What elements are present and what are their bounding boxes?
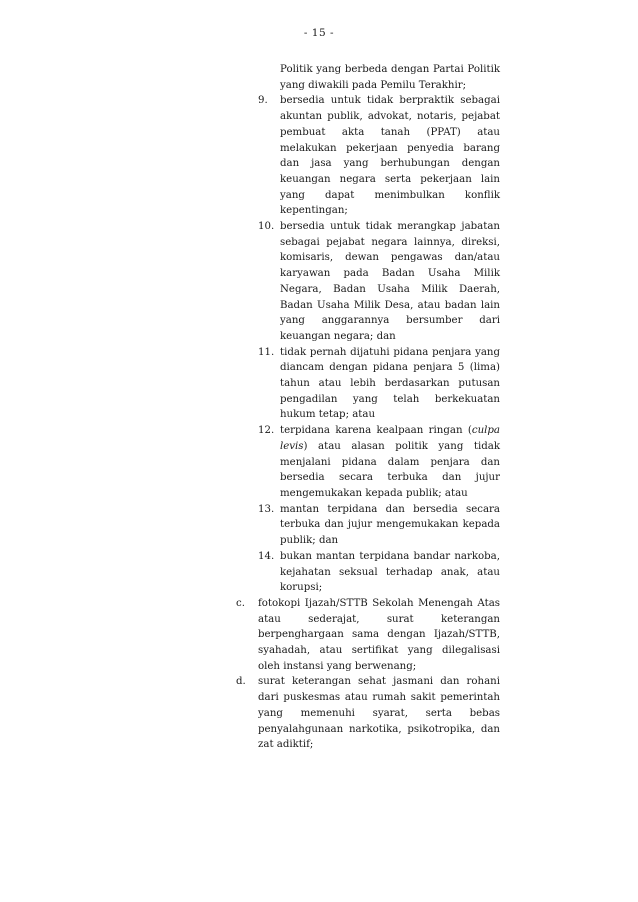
item-text-italic: culpa levis (280, 425, 500, 452)
item-text: mantan terpidana dan bersedia secara terbuka dan jujur mengemukakan kepada publik; dan (280, 503, 500, 547)
list-item-12 (258, 423, 500, 502)
list-item-11 (258, 345, 500, 424)
item-number: 10. (258, 221, 275, 233)
item-text-before: terpidana karena kealpaan ringan ( (280, 425, 472, 437)
item-text (280, 423, 500, 502)
item-number: 9. (258, 95, 268, 107)
item-text-after: ) atau alasan politik yang tidak menjalani pidana dalam penjara dan bersedia secara terbuka dan jujur mengemukakan kepada publik; atau (280, 440, 500, 499)
list-item-14 (258, 549, 500, 596)
item-letter: c. (236, 597, 245, 609)
item-number: 11. (258, 346, 275, 358)
item-text: surat keterangan sehat jasmani dan rohani dari puskesmas atau rumah sakit pemerintah yang memenuhi syarat, serta bebas penyalahgunaan narkotika, psikotropika, dan zat adiktif; (258, 676, 500, 751)
item-text: bersedia untuk tidak berpraktik sebagai akuntan publik, advokat, notaris, pejabat pembuat akta tanah (PPAT) atau melakukan pekerjaan penyedia barang dan jasa yang berhubungan dengan keuangan negara serta pekerjaan lain yang dapat menimbulkan konflik kepentingan; (280, 95, 500, 217)
document-body (236, 62, 500, 753)
item-number: 14. (258, 550, 275, 562)
item-text: bersedia untuk tidak merangkap jabatan sebagai pejabat negara lainnya, direksi, komisaris, dewan pengawas dan/atau karyawan pada Badan Usaha Milik Negara, Badan Usaha Milik Daerah, Badan Usaha Milik Desa, atau badan lain yang anggarannya bersumber dari keuangan negara; dan (280, 221, 500, 342)
item-number: 12. (258, 425, 275, 437)
list-item-13 (258, 502, 500, 549)
item-text: tidak pernah dijatuhi pidana penjara yang diancam dengan pidana penjara 5 (lima) tahun atau lebih berdasarkan putusan pengadilan yang telah berkekuatan hukum tetap; atau (280, 346, 500, 421)
list-item-9 (258, 93, 500, 219)
continuation-text: Politik yang berbeda dengan Partai Politik yang diwakili pada Pemilu Terakhir; (280, 64, 500, 91)
item-number: 13. (258, 503, 275, 515)
item-text: bukan mantan terpidana bandar narkoba, kejahatan seksual terhadap anak, atau korupsi; (280, 550, 500, 594)
list-item-10 (258, 219, 500, 345)
item-letter: d. (236, 676, 246, 688)
page-number: - 15 - (303, 27, 335, 39)
list-item-d (236, 674, 500, 753)
list-item-c (236, 596, 500, 675)
item-text: fotokopi Ijazah/STTB Sekolah Menengah Atas atau sederajat, surat keterangan berpenghargaan sama dengan Ijazah/STTB, syahadah, atau sertifikat yang dilegalisasi oleh instansi yang berwenang; (258, 597, 500, 672)
